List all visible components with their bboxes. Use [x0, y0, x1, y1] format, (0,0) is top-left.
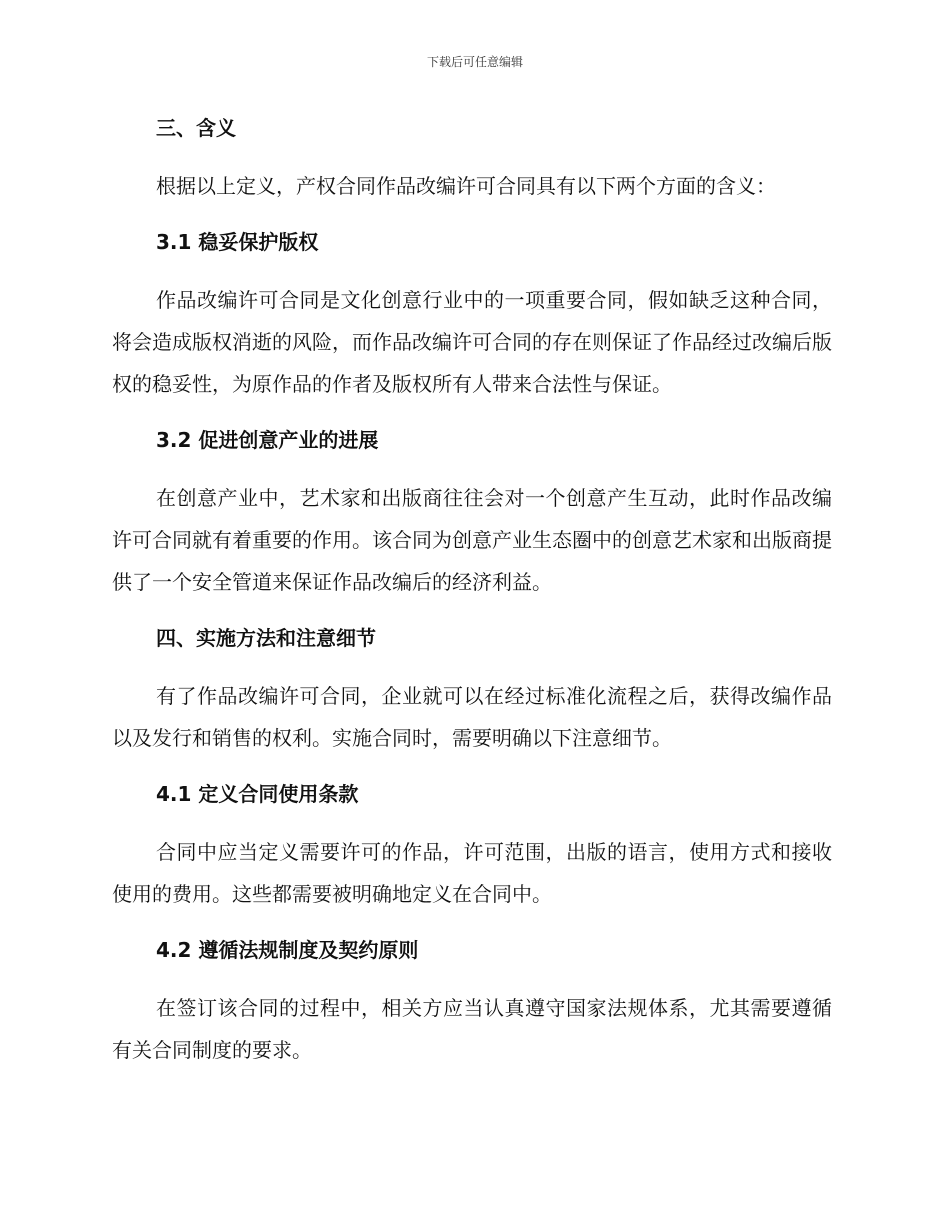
section-heading-implementation: 四、实施方法和注意细节 [156, 626, 376, 650]
paragraph-4-2: 在签订该合同的过程中，相关方应当认真遵守国家法规体系，尤其需要遵循有关合同制度的要求。 [112, 996, 832, 1062]
paragraph-3-2: 在创意产业中，艺术家和出版商往往会对一个创意产生互动，此时作品改编许可合同就有着重要的作用。该合同为创意产业生态圈中的创意艺术家和出版商提供了一个安全管道来保证作品改编后的经济利益。 [112, 486, 832, 594]
paragraph-implementation-intro: 有了作品改编许可合同，企业就可以在经过标准化流程之后，获得改编作品以及发行和销售的权利。实施合同时，需要明确以下注意细节。 [112, 684, 832, 750]
subheading-3-1: 3.1 稳妥保护版权 [156, 230, 319, 254]
paragraph-meaning-intro: 根据以上定义，产权合同作品改编许可合同具有以下两个方面的含义： [156, 174, 776, 198]
paragraph-3-1: 作品改编许可合同是文化创意行业中的一项重要合同，假如缺乏这种合同，将会造成版权消逝的风险，而作品改编许可合同的存在则保证了作品经过改编后版权的稳妥性，为原作品的作者及版权所有人带来合法性与保证。 [112, 288, 832, 396]
page-header: 下载后可任意编辑 [426, 55, 523, 69]
section-heading-meaning: 三、含义 [156, 116, 236, 140]
subheading-4-1: 4.1 定义合同使用条款 [156, 782, 359, 806]
paragraph-4-1: 合同中应当定义需要许可的作品，许可范围，出版的语言，使用方式和接收使用的费用。这些都需要被明确地定义在合同中。 [112, 840, 832, 906]
subheading-4-2: 4.2 遵循法规制度及契约原则 [156, 938, 419, 962]
subheading-3-2: 3.2 促进创意产业的进展 [156, 428, 379, 452]
document-body [112, 112, 832, 1071]
